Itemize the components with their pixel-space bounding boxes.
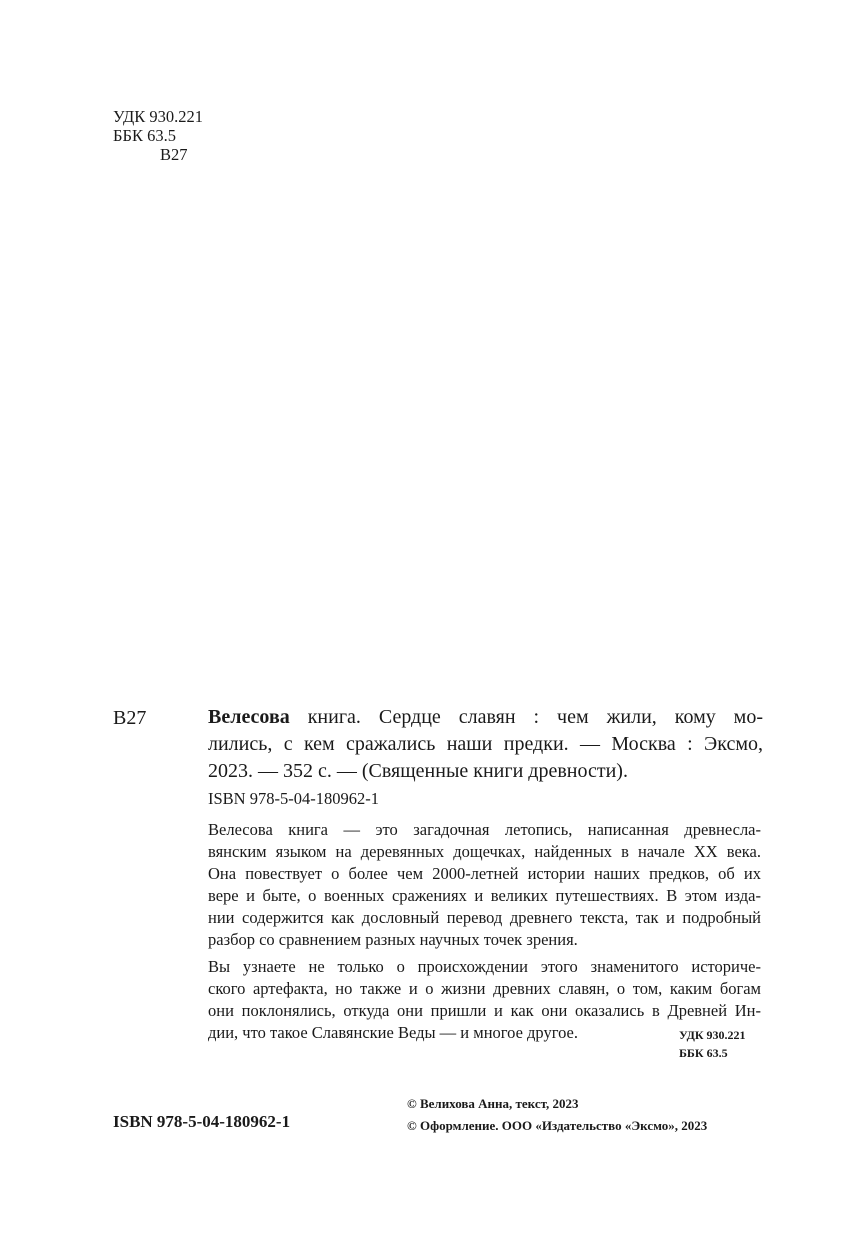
bbk-code: ББК 63.5 xyxy=(113,126,176,145)
annotation-line: Она повествует о более чем 2000-летней истории наших предков, об их xyxy=(208,863,761,883)
annotation-line: вянским языком на деревянных дощечках, найденных в начале XX века. xyxy=(208,841,761,861)
udk-code-bottom: УДК 930.221 xyxy=(679,1028,746,1042)
description-line-2: лились, с кем сражались наши предки. — Москва : Эксмо, xyxy=(208,733,763,755)
annotation-line: дии, что такое Славянские Веды — и многое другое. xyxy=(208,1023,578,1043)
top-classification-codes xyxy=(113,107,203,164)
bottom-classification-codes xyxy=(679,1026,746,1062)
description-line-1 xyxy=(208,704,763,731)
udk-code: УДК 930.221 xyxy=(113,107,204,126)
annotation-line: разбор со сравнением разных научных точек зрения. xyxy=(208,929,578,949)
bibliographic-description xyxy=(208,704,763,785)
copyright-design: © Оформление. ООО «Издательство «Эксмо», 2023 xyxy=(407,1118,708,1133)
annotation-line: ского артефакта, но также и о жизни древних славян, о том, каким богам xyxy=(208,979,761,999)
copyright-text: © Велихова Анна, текст, 2023 xyxy=(407,1096,579,1111)
annotation-paragraph-1 xyxy=(208,819,761,950)
isbn-entry: ISBN 978-5-04-180962-1 xyxy=(208,789,379,808)
bibliographic-entry xyxy=(113,704,763,785)
cutter-code-top: В27 xyxy=(160,145,188,164)
annotation-line: Велесова книга — это загадочная летопись, написанная древнесла- xyxy=(208,820,761,839)
annotation-line: Вы узнаете не только о происхождении этого знаменитого историче- xyxy=(208,957,761,977)
description-line-1-text: книга. Сердце славян : чем жили, кому мо- xyxy=(289,706,763,728)
annotation-line: вере и быте, о военных сражениях и великих путешествиях. В этом изда- xyxy=(208,885,761,905)
copyright-block xyxy=(407,1093,707,1137)
book-title-bold: Велесова xyxy=(208,706,290,728)
cutter-code: В27 xyxy=(113,707,147,729)
annotation-line: они поклонялись, откуда они пришли и как они оказались в Древней Ин- xyxy=(208,1001,761,1021)
annotation xyxy=(208,819,761,1050)
description-line-3: 2023. — 352 с. — (Священные книги древности). xyxy=(208,760,628,782)
annotation-line: нии содержится как дословный перевод древнего текста, так и подробный xyxy=(208,907,761,927)
isbn-bold: ISBN 978-5-04-180962-1 xyxy=(113,1112,291,1131)
bbk-code-bottom: ББК 63.5 xyxy=(679,1046,728,1060)
